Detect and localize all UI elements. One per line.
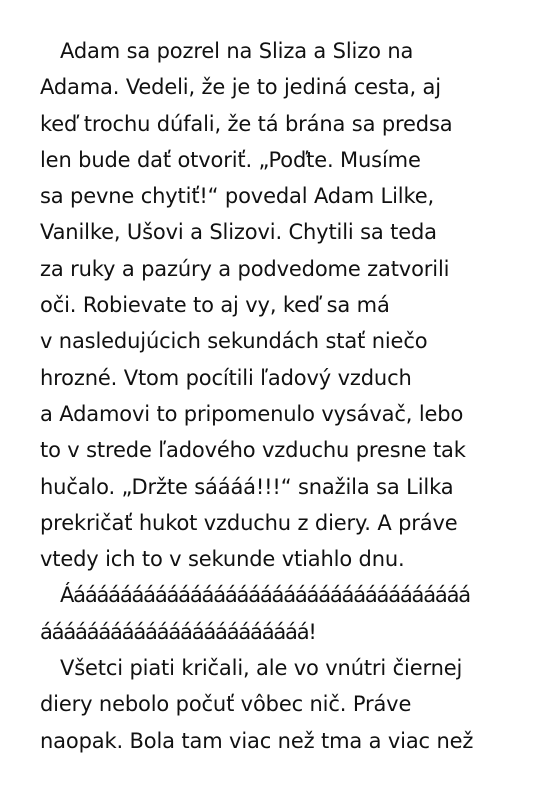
paragraph-1-line-4: len bude dať otvoriť. „Poďte. Musíme	[40, 147, 421, 172]
paragraph-1-line-3: keď trochu dúfali, že tá brána sa predsa	[40, 111, 453, 136]
paragraph-1-line-6: Vanilke, Ušovi a Slizovi. Chytili sa teda	[40, 220, 437, 245]
paragraph-2-line-1: Ááááááááááááááááááááááááááááááááááá	[60, 583, 470, 608]
paragraph-3-line-1: Všetci piati kričali, ale vo vnútri čiernej	[60, 656, 463, 681]
paragraph-1-line-10: hrozné. Vtom pocítili ľadový vzduch	[40, 365, 412, 390]
body-text	[40, 33, 520, 759]
paragraph-1-line-8: oči. Robievate to aj vy, keď sa má	[40, 293, 390, 318]
paragraph-1-line-9: v nasledujúcich sekundách stať niečo	[40, 329, 428, 354]
paragraph-1-line-14: prekričať hukot vzduchu z diery. A práve	[40, 510, 458, 535]
paragraph-3-line-2: diery nebolo počuť vôbec nič. Práve	[40, 692, 412, 717]
paragraph-1-line-2: Adama. Vedeli, že je to jediná cesta, aj	[40, 75, 441, 100]
paragraph-1-line-13: hučalo. „Držte sáááá!!!“ snažila sa Lilka	[40, 474, 454, 499]
paragraph-1-line-7: za ruky a pazúry a podvedome zatvorili	[40, 256, 450, 281]
paragraph-1-line-12: to v strede ľadového vzduchu presne tak	[40, 438, 466, 463]
paragraph-3-line-3: naopak. Bola tam viac než tma a viac než	[40, 728, 474, 753]
paragraph-1-line-11: a Adamovi to pripomenulo vysávač, lebo	[40, 401, 464, 426]
paragraph-1-line-1: Adam sa pozrel na Sliza a Slizo na	[60, 39, 414, 63]
paragraph-1-line-5: sa pevne chytiť!“ povedal Adam Lilke,	[40, 184, 435, 209]
paragraph-2-line-2: ááááááááááááááááááááááá!	[40, 619, 316, 644]
paragraph-1-line-15: vtedy ich to v sekunde vtiahlo dnu.	[40, 547, 405, 572]
